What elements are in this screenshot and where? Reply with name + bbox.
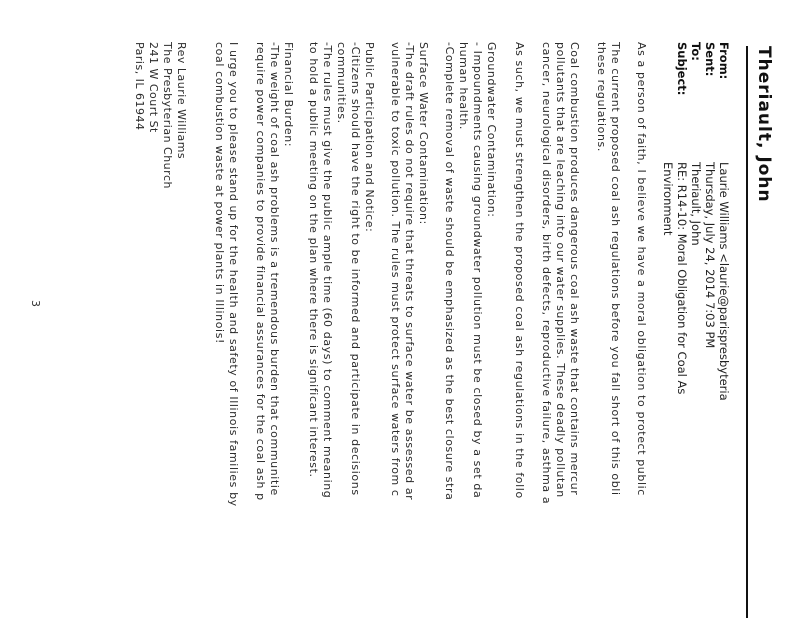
text-line: human health. — [457, 42, 470, 130]
text-line: to hold a public meeting on the plan where there is significant interest. — [307, 42, 320, 478]
page-number: 3 — [29, 300, 42, 307]
paragraph-strengthen — [512, 42, 526, 618]
title-divider — [746, 46, 748, 618]
header-value: Thursday, July 24, 2014 7:03 PM — [703, 162, 717, 349]
text-line: I urge you to please stand up for the health and safety of Illinois families by — [227, 42, 240, 507]
text-line: Financial Burden: — [282, 42, 295, 148]
text-line: pollutants that are leaching into our water supplies. These deadly pollutan — [554, 42, 567, 498]
paragraph-shortfall — [594, 42, 622, 618]
text-line: -Complete removal of waste should be emphasized as the best closure stra — [443, 42, 456, 501]
paragraph-public-participation — [306, 42, 376, 618]
text-line: -The draft rules do not require that threats to surface water be assessed ar — [403, 42, 416, 501]
header-value: Theriault, John — [689, 162, 703, 246]
paragraph-groundwater — [442, 42, 498, 618]
signature-block — [132, 42, 188, 189]
text-line: Public Participation and Notice: — [363, 42, 376, 233]
paragraph-financial-burden — [253, 42, 295, 618]
paragraph-intro — [634, 42, 648, 618]
text-line: Surface Water Contamination: — [417, 42, 430, 225]
text-line: vulnerable to toxic pollution. The rules must protect surface waters from c — [389, 42, 402, 497]
signature-line: The Presbyterian Church — [161, 42, 174, 189]
header-label: To: — [689, 42, 703, 61]
header-label: From: — [717, 42, 731, 80]
header-value: Laurie Williams <laurie@parispresbyteria — [717, 162, 731, 401]
text-line: -The weight of coal ash problems is a tremendous burden that communitie — [268, 42, 281, 496]
text-line: communities. — [335, 42, 348, 124]
text-line: these regulations. — [595, 42, 608, 152]
text-line: As such, we must strengthen the proposed coal ash regulations in the follo — [513, 42, 526, 499]
header-label: Subject: — [675, 42, 689, 96]
document-title: Theriault, John — [754, 46, 774, 203]
text-line: As a person of faith, I believe we have a moral obligation to protect public — [635, 42, 648, 496]
text-line: Groundwater Contamination: — [485, 42, 498, 218]
header-value: RE: R14-10: Moral Obligation for Coal As — [675, 162, 689, 395]
text-line: The current proposed coal ash regulations before you fall short of this obli — [609, 42, 622, 496]
signature-line: Paris, IL 61944 — [133, 42, 146, 131]
paragraph-coal-combustion — [539, 42, 581, 618]
text-line: -Citizens should have the right to be informed and participate in decisions — [349, 42, 362, 496]
signature-line: 241 W Court St — [147, 42, 160, 133]
paragraph-surface-water — [388, 42, 430, 618]
text-line: require power companies to provide financial assurances for the coal ash p — [254, 42, 267, 501]
paragraph-closing — [212, 42, 240, 618]
header-label: Sent: — [703, 42, 717, 77]
signature-line: Rev Laurie Williams — [175, 42, 188, 160]
text-line: -The rules must give the public ample time (60 days) to comment meaning — [321, 42, 334, 499]
text-line: coal combustion waste at power plants in Illinois! — [213, 42, 226, 345]
header-value: Environment — [661, 162, 675, 236]
text-line: - Impoundments causing groundwater pollution must be closed by a set da — [471, 42, 484, 499]
text-line: cancer, neurological disorders, birth defects, reproductive failure, asthma a — [540, 42, 553, 505]
text-line: Coal combustion produces dangerous coal ash waste that contains mercur — [568, 42, 581, 496]
